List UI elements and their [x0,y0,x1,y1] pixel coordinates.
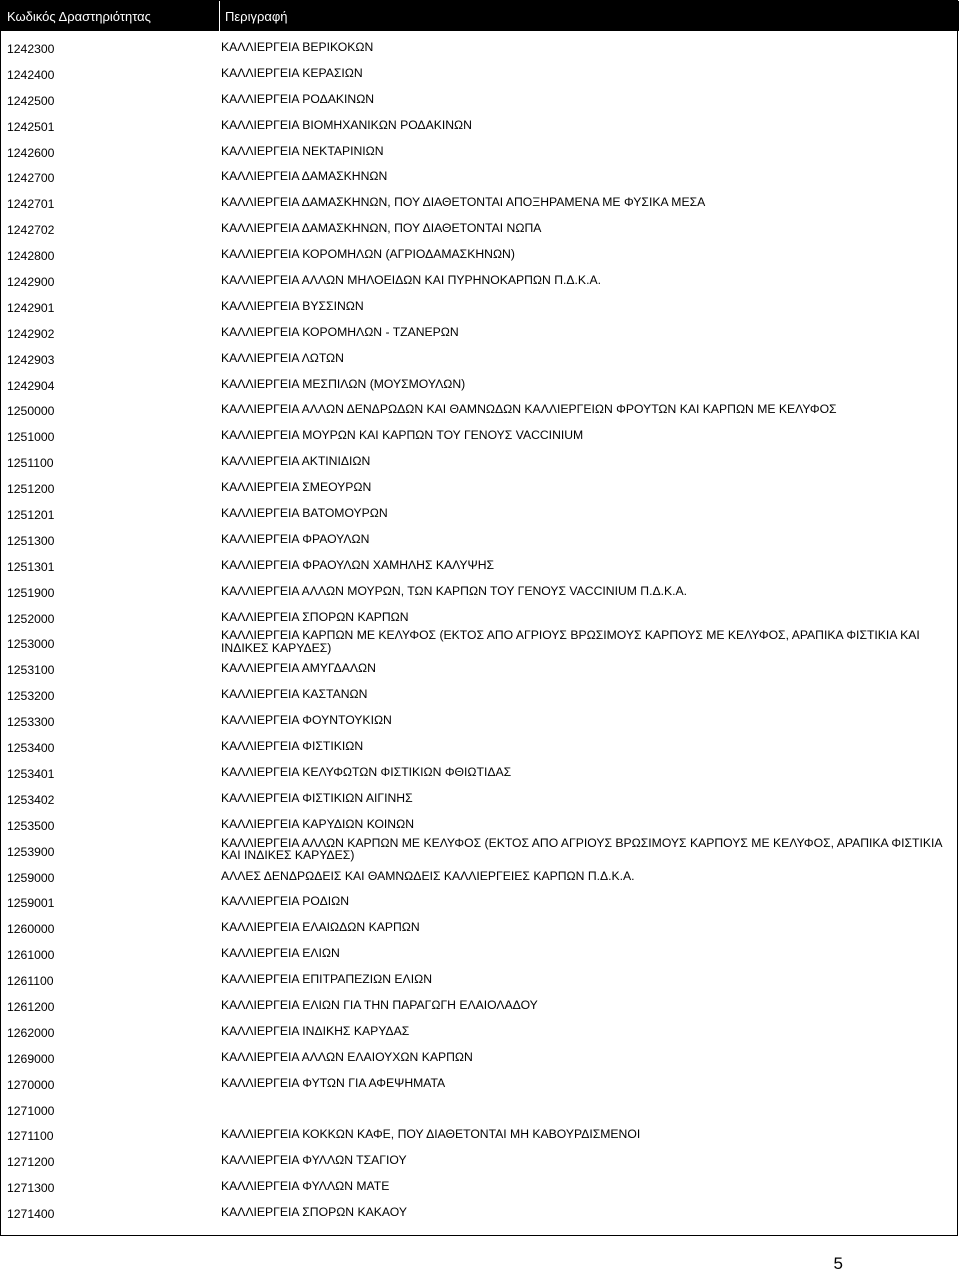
activity-description: ΚΑΛΛΙΕΡΓΕΙΑ ΜΟΥΡΩΝ ΚΑΙ ΚΑΡΠΩΝ ΤΟΥ ΓΕΝΟΥΣ VACCINIUM [221,428,584,443]
table-body [1,34,959,1225]
table-row [1,526,959,552]
table-row [1,733,959,759]
page-number: 5 [833,1254,843,1273]
activity-description: ΚΑΛΛΙΕΡΓΕΙΑ ΔΑΜΑΣΚΗΝΩΝ, ΠΟΥ ΔΙΑΘΕΤΟΝΤΑΙ ΑΠΟΞΗΡΑΜΕΝΑ ΜΕ ΦΥΣΙΚΑ ΜΕΣΑ [221,195,706,210]
table-row [1,655,959,681]
activity-description: ΚΑΛΛΙΕΡΓΕΙΑ ΚΕΛΥΦΩΤΩΝ ΦΙΣΤΙΚΙΩΝ ΦΘΙΩΤΙΔΑΣ [221,764,512,779]
activity-code: 1269000 [7,1051,55,1066]
activity-description: ΚΑΛΛΙΕΡΓΕΙΑ ΔΑΜΑΣΚΗΝΩΝ, ΠΟΥ ΔΙΑΘΕΤΟΝΤΑΙ ΝΩΠΑ [221,221,542,236]
table-row [1,552,959,578]
activity-description: ΚΑΛΛΙΕΡΓΕΙΑ ΦΙΣΤΙΚΙΩΝ ΑΙΓΙΝΗΣ [221,790,413,805]
activity-description: ΚΑΛΛΙΕΡΓΕΙΑ ΑΜΥΓΔΑΛΩΝ [221,661,376,676]
activity-description: ΚΑΛΛΙΕΡΓΕΙΑ ΣΠΟΡΩΝ ΚΑΚΑΟΥ [221,1205,407,1220]
table-row [1,1096,959,1122]
activity-code: 1242501 [7,119,55,134]
activity-description: ΚΑΛΛΙΕΡΓΕΙΑ ΕΛΙΩΝ ΓΙΑ ΤΗΝ ΠΑΡΑΓΩΓΗ ΕΛΑΙΟΛΑΔΟΥ [221,997,538,1012]
activity-description: ΚΑΛΛΙΕΡΓΕΙΑ ΚΑΡΠΩΝ ΜΕ ΚΕΛΥΦΟΣ (ΕΚΤΟΣ ΑΠΟ ΑΓΡΙΟΥΣ ΒΡΩΣΙΜΟΥΣ ΚΑΡΠΟΥΣ ΜΕ ΚΕΛΥΦΟΣ, ΑΡΑΠΙΚΑ ΦΙΣΤΙΚΙΑ ΚΑΙ ΙΝΔΙΚΕΣ ΚΑΡΥΔΕΣ) [221,628,920,655]
activity-description: ΚΑΛΛΙΕΡΓΕΙΑ ΒΕΡΙΚΟΚΩΝ [221,40,374,54]
table-row [1,241,959,267]
table-row [1,371,959,397]
header-divider [219,1,220,31]
table-row [1,888,959,914]
activity-description: ΚΑΛΛΙΕΡΓΕΙΑ ΚΑΣΤΑΝΩΝ [221,687,368,702]
table-row [1,293,959,319]
table-row [1,578,959,604]
table-row [1,86,959,112]
table-row [1,759,959,785]
activity-code: 1242500 [7,93,55,108]
activity-description: ΚΑΛΛΙΕΡΓΕΙΑ ΑΛΛΩΝ ΕΛΑΙΟΥΧΩΝ ΚΑΡΠΩΝ [221,1049,473,1064]
activity-code: 1253401 [7,766,55,781]
activity-code: 1242700 [7,171,55,186]
activity-description: ΚΑΛΛΙΕΡΓΕΙΑ ΦΡΑΟΥΛΩΝ ΧΑΜΗΛΗΣ ΚΑΛΥΨΗΣ [221,557,495,572]
activity-code: 1251200 [7,482,55,497]
activity-code: 1259000 [7,870,55,885]
activity-code: 1271000 [7,1103,55,1118]
table-row [1,604,959,630]
activity-description: ΚΑΛΛΙΕΡΓΕΙΑ ΚΟΡΟΜΗΛΩΝ (ΑΓΡΙΟΔΑΜΑΣΚΗΝΩΝ) [221,247,515,262]
activity-description: ΚΑΛΛΙΕΡΓΕΙΑ ΑΛΛΩΝ ΜΟΥΡΩΝ, ΤΩΝ ΚΑΡΠΩΝ ΤΟΥ ΓΕΝΟΥΣ VACCINIUM Π.Δ.Κ.Α. [221,583,688,598]
table-row [1,1147,959,1173]
activity-code: 1251100 [7,456,54,471]
activity-code: 1253400 [7,741,55,756]
activity-code: 1251900 [7,585,55,600]
activity-description: ΚΑΛΛΙΕΡΓΕΙΑ ΚΟΚΚΩΝ ΚΑΦΕ, ΠΟΥ ΔΙΑΘΕΤΟΝΤΑΙ ΜΗ ΚΑΒΟΥΡΔΙΣΜΕΝΟΙ [221,1127,641,1142]
activity-code: 1270000 [7,1077,55,1092]
table-header [1,1,959,31]
activity-code: 1261200 [7,999,55,1014]
table-row [1,1199,959,1225]
activity-description: ΚΑΛΛΙΕΡΓΕΙΑ ΚΑΡΥΔΙΩΝ ΚΟΙΝΩΝ [221,816,415,831]
table-row [1,163,959,189]
column-header-code: Κωδικός Δραστηριότητας [7,9,151,24]
activity-code: 1260000 [7,922,55,937]
activity-description: ΚΑΛΛΙΕΡΓΕΙΑ ΙΝΔΙΚΗΣ ΚΑΡΥΔΑΣ [221,1023,410,1038]
activity-description: ΚΑΛΛΙΕΡΓΕΙΑ ΚΟΡΟΜΗΛΩΝ - ΤΖΑΝΕΡΩΝ [221,324,459,339]
activity-code: 1242701 [7,197,55,212]
activity-description: ΚΑΛΛΙΕΡΓΕΙΑ ΕΛΑΙΩΔΩΝ ΚΑΡΠΩΝ [221,920,420,935]
activity-code: 1252000 [7,611,55,626]
table-row [1,34,959,60]
activity-code: 1251301 [7,559,55,574]
activity-description: ΚΑΛΛΙΕΡΓΕΙΑ ΦΡΑΟΥΛΩΝ [221,531,370,546]
activity-code: 1242600 [7,145,55,160]
activity-description: ΑΛΛΕΣ ΔΕΝΔΡΩΔΕΙΣ ΚΑΙ ΘΑΜΝΩΔΕΙΣ ΚΑΛΛΙΕΡΓΕΙΕΣ ΚΑΡΠΩΝ Π.Δ.Κ.Α. [221,868,635,883]
table-row [1,345,959,371]
table-row [1,863,959,889]
table-row [1,60,959,86]
table-row [1,914,959,940]
table-row [1,1070,959,1096]
activity-code: 1242901 [7,300,55,315]
activity-code: 1262000 [7,1025,55,1040]
activity-description: ΚΑΛΛΙΕΡΓΕΙΑ ΦΥΤΩΝ ΓΙΑ ΑΦΕΨΗΜΑΤΑ [221,1075,446,1090]
table-row [1,1018,959,1044]
table-row [1,837,959,863]
activity-code: 1253300 [7,715,55,730]
table-row [1,992,959,1018]
table-row [1,1121,959,1147]
activity-code: 1242904 [7,378,55,393]
activity-code: 1271200 [7,1155,55,1170]
activity-description: ΚΑΛΛΙΕΡΓΕΙΑ ΚΕΡΑΣΙΩΝ [221,65,363,80]
table-row [1,966,959,992]
activity-code: 1242903 [7,352,55,367]
activity-code: 1242902 [7,326,55,341]
table-row [1,811,959,837]
activity-code: 1253402 [7,792,55,807]
activity-description: ΚΑΛΛΙΕΡΓΕΙΑ ΣΠΟΡΩΝ ΚΑΡΠΩΝ [221,609,409,624]
activity-code: 1242800 [7,249,55,264]
activity-code: 1251000 [7,430,55,445]
activity-description: ΚΑΛΛΙΕΡΓΕΙΑ ΑΛΛΩΝ ΜΗΛΟΕΙΔΩΝ ΚΑΙ ΠΥΡΗΝΟΚΑΡΠΩΝ Π.Δ.Κ.Α. [221,273,601,288]
activity-description: ΚΑΛΛΙΕΡΓΕΙΑ ΑΛΛΩΝ ΔΕΝΔΡΩΔΩΝ ΚΑΙ ΘΑΜΝΩΔΩΝ ΚΑΛΛΙΕΡΓΕΙΩΝ ΦΡΟΥΤΩΝ ΚΑΙ ΚΑΡΠΩΝ ΜΕ ΚΕΛΥΦΟΣ [221,402,837,417]
activity-code: 1251300 [7,533,55,548]
activity-description: ΚΑΛΛΙΕΡΓΕΙΑ ΔΑΜΑΣΚΗΝΩΝ [221,169,388,184]
table-row [1,112,959,138]
activity-code: 1253900 [7,844,55,859]
table-row [1,138,959,164]
activity-code: 1259001 [7,896,55,911]
table-row [1,319,959,345]
activity-description: ΚΑΛΛΙΕΡΓΕΙΑ ΡΟΔΙΩΝ [221,894,350,909]
table-row [1,1044,959,1070]
table-row [1,474,959,500]
activity-code: 1253100 [7,663,55,678]
activity-description: ΚΑΛΛΙΕΡΓΕΙΑ ΛΩΤΩΝ [221,350,344,365]
table-row [1,267,959,293]
activity-code: 1261000 [7,948,55,963]
activity-code: 1253000 [7,637,55,652]
activity-description: ΚΑΛΛΙΕΡΓΕΙΑ ΣΜΕΟΥΡΩΝ [221,480,372,495]
table-row [1,629,959,655]
activity-code: 1271100 [7,1129,54,1144]
activity-code: 1250000 [7,404,55,419]
activity-code: 1242702 [7,223,55,238]
activity-code: 1261100 [7,974,54,989]
activity-code: 1251201 [7,508,55,523]
table-row [1,215,959,241]
table-row [1,707,959,733]
activity-description: ΚΑΛΛΙΕΡΓΕΙΑ ΦΥΛΛΩΝ ΜΑΤΕ [221,1179,390,1194]
activity-code: 1242300 [7,42,55,56]
activity-description: ΚΑΛΛΙΕΡΓΕΙΑ ΑΚΤΙΝΙΔΙΩΝ [221,454,371,469]
activity-description: ΚΑΛΛΙΕΡΓΕΙΑ ΒΙΟΜΗΧΑΝΙΚΩΝ ΡΟΔΑΚΙΝΩΝ [221,117,472,132]
table-row [1,940,959,966]
activity-code: 1253200 [7,689,55,704]
activity-description: ΚΑΛΛΙΕΡΓΕΙΑ ΦΙΣΤΙΚΙΩΝ [221,739,364,754]
activity-description: ΚΑΛΛΙΕΡΓΕΙΑ ΦΥΛΛΩΝ ΤΣΑΓΙΟΥ [221,1153,407,1168]
table-row [1,785,959,811]
activity-description: ΚΑΛΛΙΕΡΓΕΙΑ ΕΛΙΩΝ [221,946,340,961]
column-header-description: Περιγραφή [225,9,288,24]
activity-description: ΚΑΛΛΙΕΡΓΕΙΑ ΒΑΤΟΜΟΥΡΩΝ [221,506,388,521]
activity-description: ΚΑΛΛΙΕΡΓΕΙΑ ΑΛΛΩΝ ΚΑΡΠΩΝ ΜΕ ΚΕΛΥΦΟΣ (ΕΚΤΟΣ ΑΠΟ ΑΓΡΙΟΥΣ ΒΡΩΣΙΜΟΥΣ ΚΑΡΠΟΥΣ ΜΕ ΚΕΛΥΦΟΣ, ΑΡΑΠΙΚΑ ΦΙΣΤΙΚΙΑ ΚΑΙ ΙΝΔΙΚΕΣ ΚΑΡΥΔΕΣ) [221,835,942,863]
table-row [1,448,959,474]
activity-description: ΚΑΛΛΙΕΡΓΕΙΑ ΒΥΣΣΙΝΩΝ [221,298,364,313]
activity-code: 1271300 [7,1181,55,1196]
activity-description: ΚΑΛΛΙΕΡΓΕΙΑ ΝΕΚΤΑΡΙΝΙΩΝ [221,143,384,158]
activity-code: 1253500 [7,818,55,833]
activity-code: 1271400 [7,1207,55,1222]
activity-code: 1242400 [7,67,55,82]
table-row [1,189,959,215]
activity-description: ΚΑΛΛΙΕΡΓΕΙΑ ΕΠΙΤΡΑΠΕΖΙΩΝ ΕΛΙΩΝ [221,972,432,987]
table-row [1,396,959,422]
table-row [1,1173,959,1199]
activity-code: 1242900 [7,275,55,290]
activity-description: ΚΑΛΛΙΕΡΓΕΙΑ ΜΕΣΠΙΛΩΝ (ΜΟΥΣΜΟΥΛΩΝ) [221,376,466,391]
table-row [1,422,959,448]
activity-description: ΚΑΛΛΙΕΡΓΕΙΑ ΦΟΥΝΤΟΥΚΙΩΝ [221,713,392,728]
table-row [1,681,959,707]
table-row [1,500,959,526]
activity-description: ΚΑΛΛΙΕΡΓΕΙΑ ΡΟΔΑΚΙΝΩΝ [221,91,375,106]
